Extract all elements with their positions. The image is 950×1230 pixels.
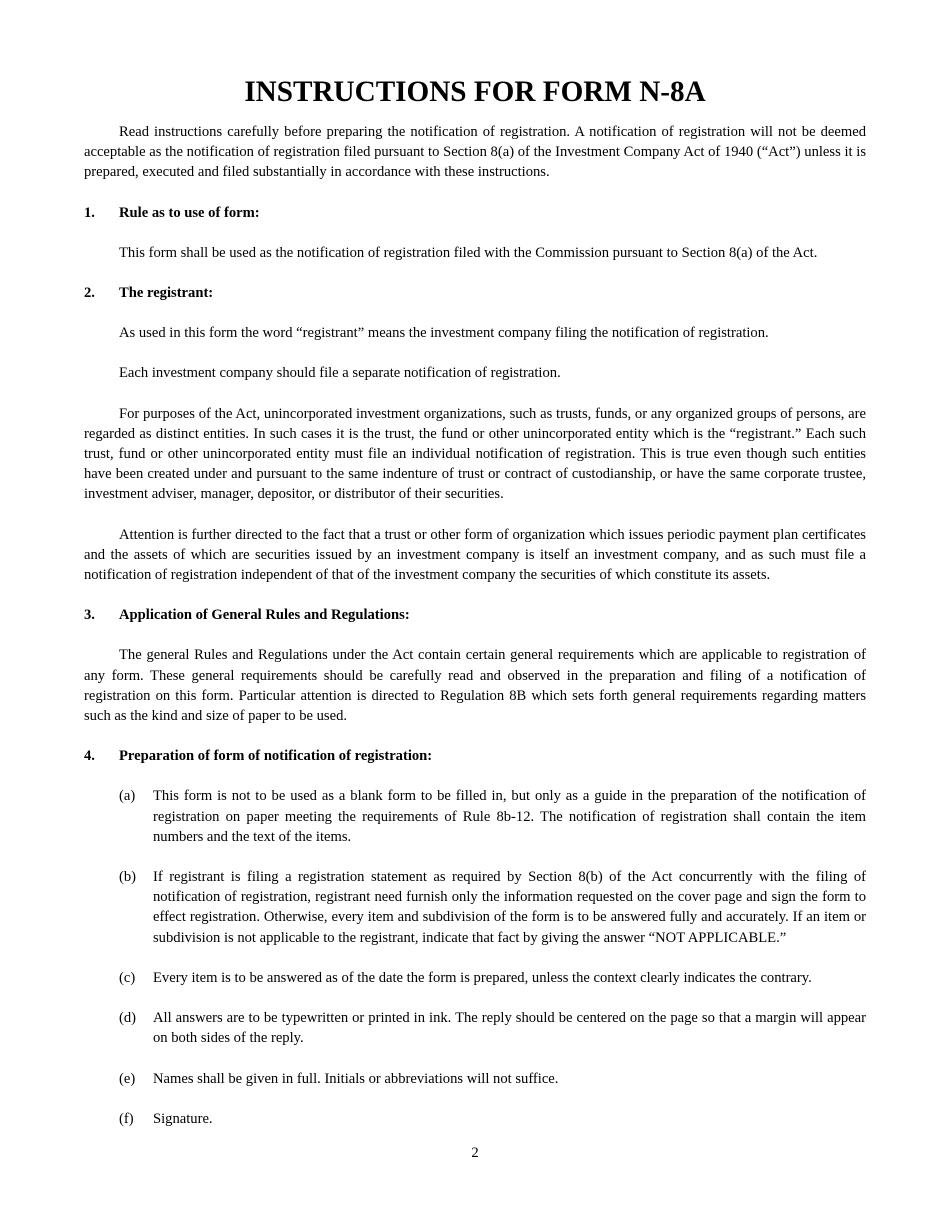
paragraph: The general Rules and Regulations under the Act contain certain general requirements which are applicable to registration of any form. These general requirements should be carefully read and observed in the preparation and filing of a notification of registration on this form. Particular attention is directed to Regulation 8B which sets forth general requirements regarding matters such as the kind and size of paper to be used. <box>84 647 866 725</box>
paragraph: This form shall be used as the notification of registration filed with the Commission pursuant to Section 8(a) of the Act. <box>119 244 818 261</box>
item-letter: (b) <box>119 869 137 886</box>
document-page <box>84 76 866 1129</box>
paragraph: For purposes of the Act, unincorporated investment organizations, such as trusts, funds, or any organized groups of persons, are regarded as distinct entities. In such cases it is the trust, the fund or other unincorporated entity which is the “registrant.” Each such trust, fund or other unincorporated entity must file an individual notification of registration. This is true even though such entities have been created under and pursuant to the same indenture of trust or contract of custodianship, or have the same corporate trustee, investment adviser, manager, depositor, or distributor of their securities. <box>84 405 866 503</box>
section-title: Rule as to use of form: <box>119 204 260 221</box>
section-number: 3. <box>84 607 95 624</box>
item-text: All answers are to be typewritten or printed in ink. The reply should be centered on the page so that a margin will appear on both sides of the reply. <box>153 1010 866 1047</box>
list-item <box>84 1008 866 1048</box>
item-text: Signature. <box>153 1110 213 1127</box>
section-title: Preparation of form of notification of registration: <box>119 748 433 765</box>
page-number: 2 <box>471 1145 479 1161</box>
item-text: If registrant is filing a registration statement as required by Section 8(b) of the Act concurrently with the filing of notification of registration, registrant need furnish only the information requested on the cover page and sign the form to effect registration. Otherwise, every item and subdivision of the form is to be answered fully and accurately. If an item or subdivision is not applicable to the registrant, indicate that fact by giving the answer “NOT APPLICABLE.” <box>153 869 866 946</box>
document-title: INSTRUCTIONS FOR FORM N-8A <box>244 76 706 108</box>
paragraph: Each investment company should file a separate notification of registration. <box>119 365 561 382</box>
item-letter: (e) <box>119 1070 136 1087</box>
item-text: This form is not to be used as a blank form to be filled in, but only as a guide in the preparation of the notification of registration on paper meeting the requirements of Rule 8b-12. The notification of registration shall contain the item numbers and the text of the items. <box>153 788 866 845</box>
item-letter: (a) <box>119 788 136 805</box>
section-heading-1 <box>84 203 866 223</box>
section-heading-2 <box>84 283 866 303</box>
section-heading-4 <box>84 746 866 766</box>
list-item <box>84 1109 866 1129</box>
paragraph: As used in this form the word “registrant” means the investment company filing the notification of registration. <box>119 325 769 342</box>
list-item <box>84 968 866 988</box>
item-letter: (f) <box>119 1110 134 1127</box>
paragraph: Attention is further directed to the fact that a trust or other form of organization which issues periodic payment plan certificates and the assets of which are securities issued by an investment company is itself an investment company, and as such must file a notification of registration independent of that of the investment company the securities of which constitute its assets. <box>84 526 866 584</box>
section-number: 2. <box>84 285 95 302</box>
item-text: Every item is to be answered as of the date the form is prepared, unless the context clearly indicates the contrary. <box>153 969 812 986</box>
intro-paragraph: Read instructions carefully before preparing the notification of registration. A notification of registration will not be deemed acceptable as the notification of registration filed pursuant to Section 8(a) of the Investment Company Act of 1940 (“Act”) unless it is prepared, executed and filed substantially in accordance with these instructions. <box>84 124 866 181</box>
item-letter: (c) <box>119 969 136 986</box>
section-number: 4. <box>84 748 95 765</box>
item-text: Names shall be given in full. Initials or abbreviations will not suffice. <box>153 1070 559 1087</box>
list-item <box>84 786 866 847</box>
section-number: 1. <box>84 204 95 221</box>
item-letter: (d) <box>119 1010 137 1027</box>
section-title: Application of General Rules and Regulations: <box>119 607 410 624</box>
list-item <box>84 1069 866 1089</box>
section-title: The registrant: <box>119 285 214 302</box>
list-item <box>84 867 866 948</box>
section-heading-3 <box>84 605 866 625</box>
